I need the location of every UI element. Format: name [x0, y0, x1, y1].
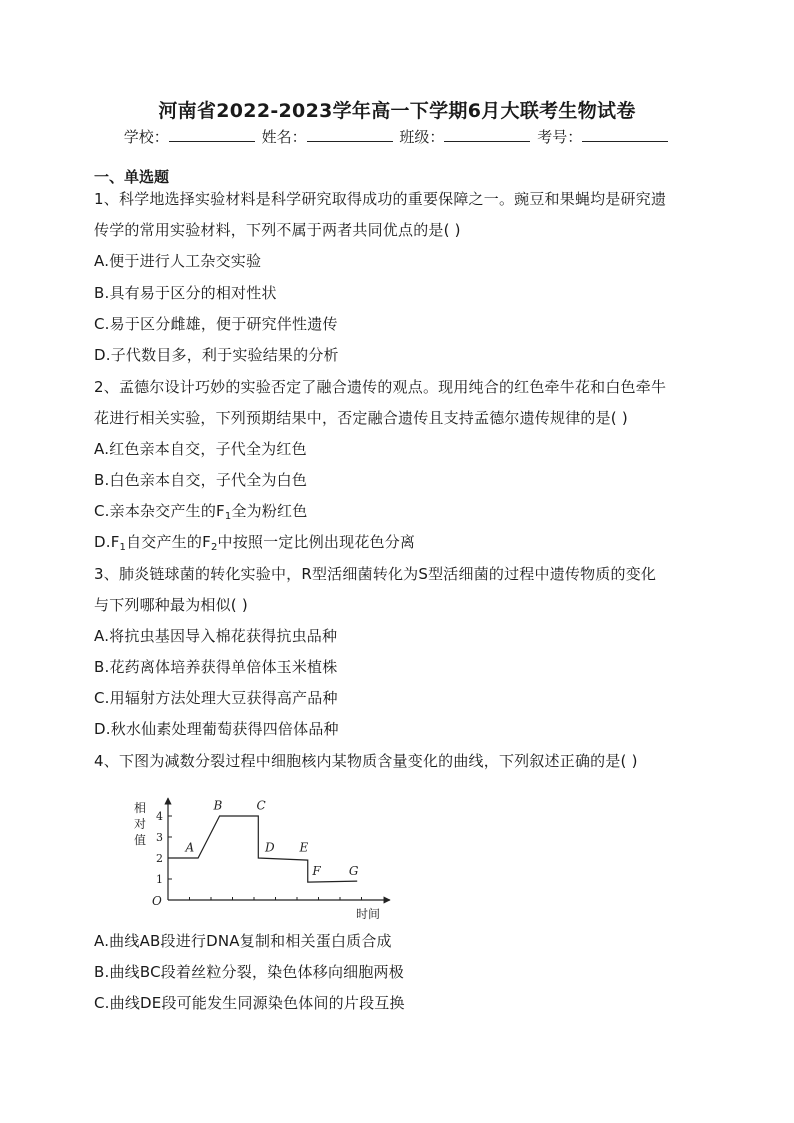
data-curve	[168, 816, 357, 882]
q4-option-b[interactable]: B.曲线BC段着丝粒分裂，染色体移向细胞两极	[94, 963, 404, 981]
q1-option-c[interactable]: C.易于区分雌雄，便于研究伴性遗传	[94, 315, 338, 333]
q2-d-post: 中按照一定比例出现花色分离	[217, 533, 416, 551]
q3-stem-line1: 3、肺炎链球菌的转化实验中，R型活细菌转化为S型活细菌的过程中遗传物质的变化	[94, 565, 657, 583]
q3-option-b[interactable]: B.花药离体培养获得单倍体玉米植株	[94, 658, 338, 676]
class-blank[interactable]	[444, 127, 530, 142]
page-title: 河南省2022-2023学年高一下学期6月大联考生物试卷	[158, 100, 636, 122]
point-label-b: B	[213, 798, 223, 813]
q2-stem-line1: 2、孟德尔设计巧妙的实验否定了融合遗传的观点。现用纯合的红色牵牛花和白色牵牛	[94, 378, 667, 396]
q2-stem-line2: 花进行相关实验，下列预期结果中，否定融合遗传且支持孟德尔遗传规律的是( )	[94, 409, 628, 427]
q2-option-b[interactable]: B.白色亲本自交，子代全为白色	[94, 471, 308, 489]
student-info-row	[0, 126, 794, 147]
y-tick-label: 4	[156, 810, 163, 823]
q1-option-a[interactable]: A.便于进行人工杂交实验	[94, 252, 262, 270]
q3-option-a[interactable]: A.将抗虫基因导入棉花获得抗虫品种	[94, 627, 338, 645]
name-blank[interactable]	[307, 127, 393, 142]
q2-d-mid: 自交产生的F	[126, 533, 211, 551]
name-label: 姓名：	[261, 128, 307, 146]
exam-no-label: 考号：	[537, 128, 583, 146]
q2-d-sub1: 1	[119, 542, 127, 553]
q2-c-pre: C.亲本杂交产生的F	[94, 502, 225, 520]
q3-stem-line2: 与下列哪种最为相似( )	[94, 596, 248, 614]
school-blank[interactable]	[169, 127, 255, 142]
q1-option-d[interactable]: D.子代数目多，利于实验结果的分析	[94, 346, 339, 364]
q4-option-a[interactable]: A.曲线AB段进行DNA复制和相关蛋白质合成	[94, 932, 392, 950]
q2-option-c[interactable]	[94, 500, 307, 522]
y-tick-label: 3	[156, 831, 163, 844]
q4-option-c[interactable]: C.曲线DE段可能发生同源染色体间的片段互换	[94, 994, 405, 1012]
point-labels	[185, 799, 359, 878]
q1-stem-line2: 传学的常用实验材料，下列不属于两者共同优点的是( )	[94, 221, 461, 239]
point-label-e: E	[299, 840, 309, 855]
q1-stem-line1: 1、科学地选择实验材料是科学研究取得成功的重要保障之一。豌豆和果蝇均是研究遗	[94, 190, 667, 208]
q2-d-sub2: 2	[210, 542, 218, 553]
class-label: 班级：	[399, 128, 445, 146]
q2-option-d[interactable]	[94, 531, 415, 553]
q2-c-sub: 1	[224, 511, 232, 522]
q2-c-post: 全为粉红色	[231, 502, 308, 520]
section-heading: 一、单选题	[94, 168, 170, 186]
exam-no-blank[interactable]	[582, 127, 668, 142]
point-label-c: C	[256, 798, 266, 813]
q3-option-d[interactable]: D.秋水仙素处理葡萄获得四倍体品种	[94, 720, 339, 738]
q2-option-a[interactable]: A.红色亲本自交，子代全为红色	[94, 440, 307, 458]
y-tick-label: 1	[156, 873, 163, 886]
q2-d-pre: D.F	[94, 533, 120, 551]
point-label-a: A	[185, 840, 195, 855]
q4-stem: 4、下图为减数分裂过程中细胞核内某物质含量变化的曲线，下列叙述正确的是( )	[94, 752, 638, 770]
point-label-g: G	[348, 863, 359, 878]
q3-option-c[interactable]: C.用辐射方法处理大豆获得高产品种	[94, 689, 338, 707]
point-label-f: F	[312, 863, 321, 878]
origin-label: O	[152, 894, 162, 908]
q1-option-b[interactable]: B.具有易于区分的相对性状	[94, 284, 277, 302]
school-label: 学校：	[123, 128, 169, 146]
x-axis-label: 时间	[356, 907, 381, 921]
meiosis-curve-chart	[120, 790, 400, 922]
y-axis-label-char2: 对	[134, 817, 147, 831]
y-axis-label-char1: 相	[134, 801, 147, 815]
y-axis-label-char3: 值	[134, 833, 147, 847]
y-tick-label: 2	[156, 852, 163, 865]
point-label-d: D	[265, 840, 275, 855]
y-ticks	[156, 810, 172, 886]
